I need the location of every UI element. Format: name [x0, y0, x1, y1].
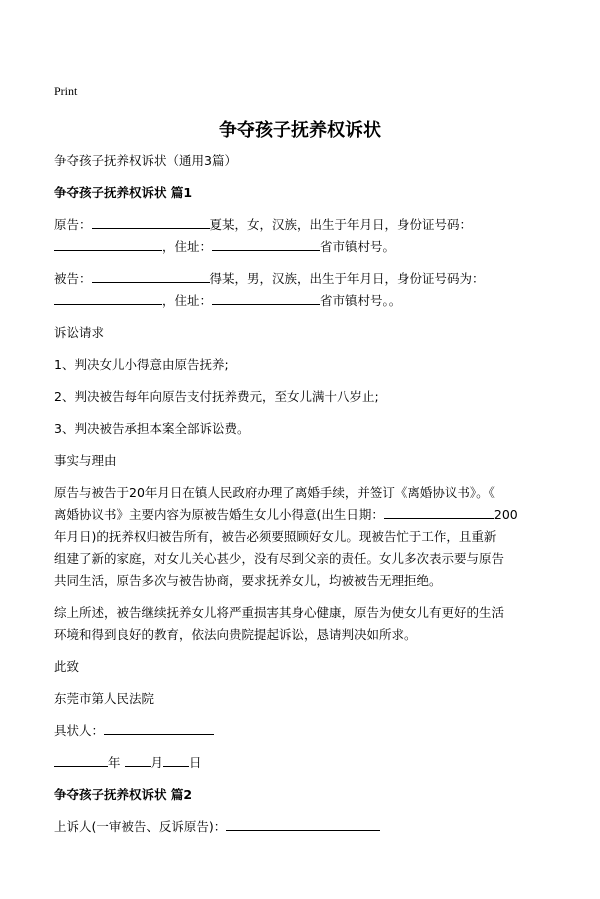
- document-subtitle: 争夺孩子抚养权诉状（通用3篇）: [54, 153, 237, 168]
- claim-item: 2、判决被告每年向原告支付抚养费元，至女儿满十八岁止;: [54, 389, 379, 404]
- signer-label: 具状人：: [54, 723, 105, 738]
- year-blank: [54, 753, 108, 767]
- facts-line: 离婚协议书》主要内容为原被告婚生女儿小得意(出生日期：: [54, 507, 384, 522]
- claim-item: 3、判决被告承担本案全部诉讼费。: [54, 421, 250, 436]
- defendant-label: 被告：: [54, 271, 92, 286]
- plaintiff-address-label: ，住址：: [162, 239, 213, 254]
- appellant-label: 上诉人(一审被告、反诉原告)：: [54, 819, 227, 834]
- facts-line: 组建了新的家庭，对女儿关心甚少，没有尽到父亲的责任。女儿多次表示要与原告: [54, 551, 505, 566]
- month-label: 月: [150, 755, 164, 770]
- plaintiff-block: [54, 214, 554, 258]
- facts-heading: 事实与理由: [54, 453, 117, 468]
- facts-line: 年月日)的抚养权归被告所有，被告必须要照顾好女儿。现被告忙于工作，且重新: [54, 529, 497, 544]
- appellant-blank: [226, 817, 380, 831]
- facts-paragraph: [54, 482, 554, 592]
- document-body: [54, 150, 554, 838]
- print-label: Print: [54, 84, 78, 98]
- month-blank: [125, 753, 151, 767]
- plaintiff-id-blank: [54, 237, 162, 251]
- defendant-address-blank: [212, 291, 320, 305]
- defendant-block: [54, 268, 554, 312]
- defendant-address-label: ，住址：: [162, 293, 213, 308]
- signer-blank: [104, 721, 214, 735]
- defendant-address-suffix: 省市镇村号。。: [320, 293, 402, 308]
- plaintiff-address-blank: [212, 237, 320, 251]
- year-label: 年: [108, 755, 121, 770]
- date-line: [54, 752, 554, 774]
- closing-salutation: 此致: [54, 659, 80, 674]
- claim-item: 1、判决女儿小得意由原告抚养;: [54, 357, 229, 372]
- birthdate-blank: [384, 505, 494, 519]
- conclusion-paragraph: [54, 602, 554, 646]
- conclusion-line: 综上所述，被告继续抚养女儿将严重损害其身心健康，原告为使女儿有更好的生活: [54, 605, 505, 620]
- day-blank: [163, 753, 189, 767]
- defendant-name-blank: [92, 269, 210, 283]
- plaintiff-label: 原告：: [54, 217, 92, 232]
- defendant-id-blank: [54, 291, 162, 305]
- document-title: 争夺孩子抚养权诉状: [219, 120, 381, 141]
- plaintiff-address-suffix: 省市镇村号。: [320, 239, 396, 254]
- court-name: 东莞市第人民法院: [54, 691, 155, 706]
- facts-line: 原告与被告于20年月日在镇人民政府办理了离婚手续，并签订《离婚协议书》。《: [54, 485, 495, 500]
- day-label: 日: [189, 755, 202, 770]
- plaintiff-name-blank: [92, 215, 210, 229]
- claims-heading: 诉讼请求: [54, 325, 105, 340]
- facts-line: 共同生活，原告多次与被告协商，要求抚养女儿，均被被告无理拒绝。: [54, 573, 442, 588]
- conclusion-line: 环境和得到良好的教育，依法向贵院提起诉讼，恳请判决如所求。: [54, 627, 417, 642]
- section1-heading: 争夺孩子抚养权诉状 篇1: [54, 185, 193, 200]
- facts-line-end: 200: [493, 507, 518, 522]
- plaintiff-info: 夏某，女，汉族，出生于年月日，身份证号码：: [209, 217, 473, 232]
- defendant-info: 得某，男，汉族，出生于年月日，身份证号码为：: [209, 271, 485, 286]
- section2-heading: 争夺孩子抚养权诉状 篇2: [54, 787, 193, 802]
